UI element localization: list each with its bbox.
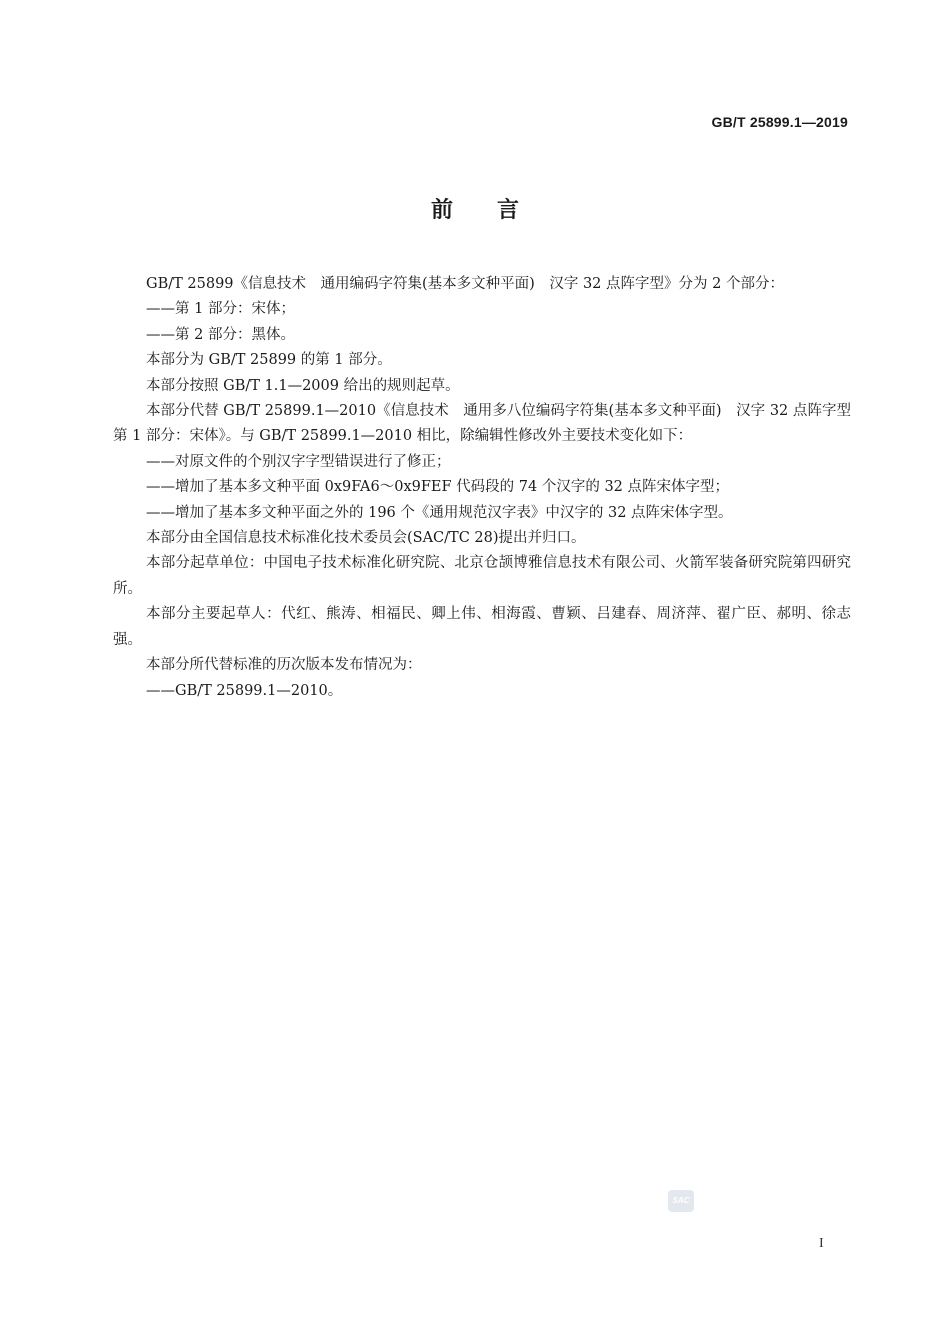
paragraph-replaces: 本部分代替 GB/T 25899.1—2010《信息技术 通用多八位编码字符集(基本多文种平面) 汉字 32 点阵字型 第 1 部分：宋体》。与 GB/T 25899.1—2010 相比，除编辑性修改外主要技术变化如下：: [113, 403, 866, 445]
paragraph-parts-overview: GB/T 25899《信息技术 通用编码字符集(基本多文种平面) 汉字 32 点阵字型》分为 2 个部分：: [146, 276, 784, 292]
paragraph-proposer: 本部分由全国信息技术标准化技术委员会(SAC/TC 28)提出并归口。: [146, 530, 586, 547]
paragraph-part-2: ——第 2 部分：黑体。: [146, 326, 295, 343]
paragraph-change-3: ——增加了基本多文种平面之外的 196 个《通用规范汉字表》中汉字的 32 点阵宋体字型。: [146, 504, 733, 521]
paragraph-history-item: ——GB/T 25899.1—2010。: [146, 682, 343, 699]
paragraph-change-1: ——对原文件的个别汉字字型错误进行了修正；: [146, 453, 451, 470]
paragraph-drafters: 本部分主要起草人：代红、熊涛、相福民、卿上伟、相海霞、曹颖、吕建春、周济萍、翟广臣、郝明、徐志强。: [113, 606, 851, 648]
paragraph-drafting-rules: 本部分按照 GB/T 1.1—2009 给出的规则起草。: [146, 377, 460, 394]
page-title: 前言: [430, 198, 563, 223]
paragraph-drafting-units: 本部分起草单位：中国电子技术标准化研究院、北京仓颉博雅信息技术有限公司、火箭军装备研究院第四研究所。: [113, 555, 851, 597]
paragraph-history-intro: 本部分所代替标准的历次版本发布情况为：: [146, 657, 422, 674]
paragraph-part-1: ——第 1 部分：宋体；: [146, 301, 295, 318]
foreword-body: [113, 272, 866, 704]
sac-watermark-logo: SAC: [668, 1190, 694, 1212]
document-code: GB/T 25899.1—2019: [711, 114, 848, 130]
page-number: I: [819, 1236, 824, 1251]
paragraph-this-part: 本部分为 GB/T 25899 的第 1 部分。: [146, 352, 392, 369]
paragraph-change-2: ——增加了基本多文种平面 0x9FA6～0x9FEF 代码段的 74 个汉字的 32 点阵宋体字型；: [146, 479, 730, 496]
